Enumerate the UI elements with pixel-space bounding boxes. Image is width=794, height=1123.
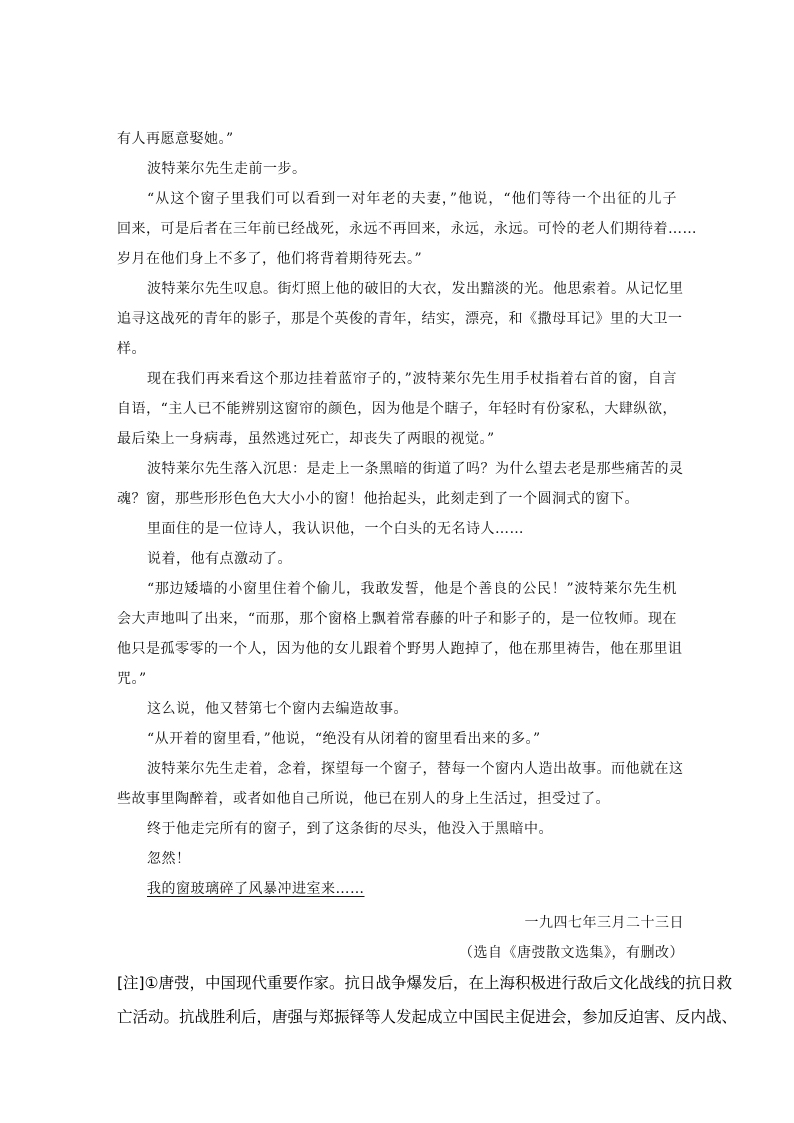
footnote-line: [注]①唐弢，中国现代重要作家。抗日战争爆发后，在上海积极进行敌后文化战线的抗日救	[117, 974, 732, 992]
text-line: 些故事里陶醉着，或者如他自己所说，他已在别人的身上生活过，担受过了。	[117, 791, 610, 807]
article-date: 一九四七年三月二十三日	[524, 915, 684, 931]
text-line: 他只是孤零零的一个人，因为他的女儿跟着个野男人跑掉了，他在那里祷告，他在那里诅	[117, 641, 683, 657]
text-line: 咒。”	[117, 671, 147, 687]
text-line: “从这个窗子里我们可以看到一对年老的夫妻，”他说，“他们等待一个出征的儿子	[147, 191, 677, 207]
text-line: 忽然！	[147, 851, 191, 867]
text-line: 样。	[117, 341, 146, 357]
text-line: 这么说，他又替第七个窗内去编造故事。	[147, 701, 408, 717]
text-line: 有人再愿意娶她。”	[117, 131, 234, 147]
text-line: 岁月在他们身上不多了，他们将背着期待死去。”	[117, 251, 423, 267]
text-line: 现在我们再来看这个那边挂着蓝帘子的，”波特莱尔先生用手杖指着右首的窗，自言	[147, 371, 677, 387]
text-line: 里面住的是一位诗人，我认识他，一个白头的无名诗人……	[147, 521, 524, 537]
text-line: 追寻这战死的青年的影子，那是个英俊的青年，结实，漂亮，和《撒母耳记》里的大卫一	[117, 311, 683, 327]
text-line: 波特莱尔先生叹息。街灯照上他的破旧的大衣，发出黯淡的光。他思索着。从记忆里	[147, 281, 684, 297]
text-line: 最后染上一身病毒，虽然逃过死亡，却丧失了两眼的视觉。”	[117, 431, 495, 447]
text-line: 波特莱尔先生落入沉思：是走上一条黑暗的街道了吗？为什么望去老是那些痛苦的灵	[147, 461, 684, 477]
article-source: （选自《唐弢散文选集》，有删改）	[459, 945, 684, 961]
footnote-line: 亡活动。抗战胜利后，唐强与郑振铎等人发起成立中国民主促进会，参加反迫害、反内战、	[117, 1008, 738, 1026]
text-line-underlined: 我的窗玻璃碎了风暴冲进室来……	[147, 881, 365, 897]
text-line: “那边矮墙的小窗里住着个偷儿，我敢发誓，他是个善良的公民！”波特莱尔先生机	[147, 581, 677, 597]
text-line: 波特莱尔先生走着，念着，探望每一个窗子，替每一个窗内人造出故事。而他就在这	[147, 761, 684, 777]
text-line: 会大声地叫了出来，“而那，那个窗格上飘着常春藤的叶子和影子的，是一位牧师。现在	[117, 611, 677, 627]
text-line: 终于他走完所有的窗子，到了这条街的尽头，他没入于黑暗中。	[147, 821, 553, 837]
text-line: “从开着的窗里看，”他说，“绝没有从闭着的窗里看出来的多。”	[147, 731, 541, 747]
text-line: 回来，可是后者在三年前已经战死，永远不再回来，永远，永远。可怜的老人们期待着……	[117, 221, 697, 237]
text-line: 波特莱尔先生走前一步。	[147, 161, 307, 177]
text-line: 说着，他有点激动了。	[147, 551, 292, 567]
text-line: 魂？窗，那些形形色色大大小小的窗！他抬起头，此刻走到了一个圆洞式的窗下。	[117, 491, 639, 507]
text-line: 自语，“主人已不能辨别这窗帘的颜色，因为他是个瞎子，年轻时有份家私，大肆纵欲，	[117, 401, 677, 417]
